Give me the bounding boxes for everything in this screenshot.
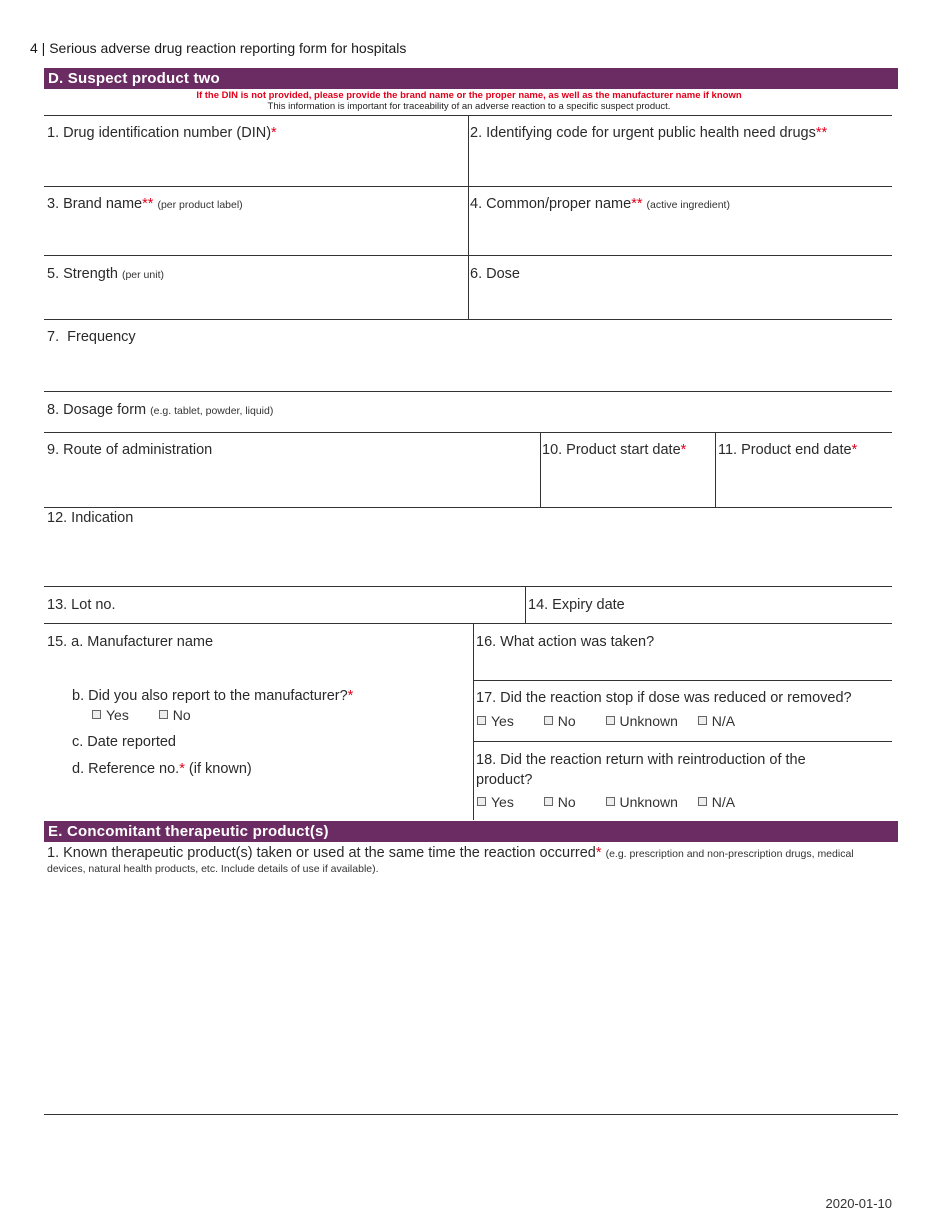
- lot-number-label: 13. Lot no.: [47, 597, 116, 613]
- expiry-date-label: 14. Expiry date: [528, 597, 625, 613]
- page-header: 4 | Serious adverse drug reaction reporting form for hospitals: [30, 40, 407, 56]
- dosage-form-label: 8. Dosage form (e.g. tablet, powder, liquid): [47, 402, 274, 418]
- date-reported-input[interactable]: [190, 732, 470, 752]
- rechallenge-yes-checkbox[interactable]: Yes: [477, 794, 514, 810]
- date-reported-label: c. Date reported: [72, 734, 176, 750]
- dechallenge-na-checkbox[interactable]: N/A: [698, 713, 735, 729]
- reference-number-input[interactable]: [270, 759, 470, 779]
- form-version-date: 2020-01-10: [825, 1196, 892, 1211]
- divider: [473, 741, 892, 742]
- checkbox-icon: [606, 716, 615, 725]
- action-taken-label: 16. What action was taken?: [476, 634, 655, 650]
- checkbox-icon: [477, 716, 486, 725]
- divider: [44, 1114, 898, 1115]
- checkbox-icon: [544, 797, 553, 806]
- brand-name-label: 3. Brand name** (per product label): [47, 196, 243, 212]
- common-name-label: 4. Common/proper name** (active ingredient): [470, 196, 730, 212]
- rechallenge-no-checkbox[interactable]: No: [544, 794, 576, 810]
- concomitant-products-input[interactable]: [44, 880, 898, 1114]
- action-taken-input[interactable]: [474, 624, 892, 680]
- traceability-notice: This information is important for traceability of an adverse reaction to a specific suspect product.: [267, 101, 671, 112]
- divider: [473, 680, 892, 681]
- rechallenge-label-line1: 18. Did the reaction return with reintroduction of the: [476, 752, 806, 768]
- checkbox-icon: [477, 797, 486, 806]
- checkbox-icon: [92, 710, 101, 719]
- checkbox-icon: [159, 710, 168, 719]
- route-label: 9. Route of administration: [47, 442, 213, 458]
- indication-input[interactable]: [44, 508, 892, 586]
- reported-manufacturer-label: b. Did you also report to the manufacturer?*: [72, 688, 354, 704]
- rechallenge-na-checkbox[interactable]: N/A: [698, 794, 735, 810]
- checkbox-icon: [606, 797, 615, 806]
- rechallenge-unknown-checkbox[interactable]: Unknown: [606, 794, 678, 810]
- checkbox-icon: [698, 716, 707, 725]
- frequency-input[interactable]: [44, 320, 892, 391]
- end-date-label: 11. Product end date*: [718, 442, 858, 458]
- frequency-label: 7. Frequency: [47, 329, 136, 345]
- dechallenge-no-checkbox[interactable]: No: [544, 713, 576, 729]
- urgent-code-label: 2. Identifying code for urgent public health need drugs**: [470, 125, 828, 141]
- rechallenge-label-line2: product?: [476, 772, 533, 788]
- checkbox-icon: [698, 797, 707, 806]
- dose-label: 6. Dose: [470, 266, 520, 282]
- section-e-title: E. Concomitant therapeutic product(s): [44, 821, 898, 842]
- dechallenge-unknown-checkbox[interactable]: Unknown: [606, 713, 678, 729]
- dechallenge-label: 17. Did the reaction stop if dose was reduced or removed?: [476, 690, 852, 706]
- manufacturer-name-label: 15. a. Manufacturer name: [47, 634, 214, 650]
- reported-manufacturer-options: [92, 706, 217, 723]
- reported-yes-checkbox[interactable]: Yes: [92, 707, 129, 723]
- reported-no-checkbox[interactable]: No: [159, 707, 191, 723]
- checkbox-icon: [544, 716, 553, 725]
- rechallenge-options: [477, 793, 761, 810]
- din-notice: If the DIN is not provided, please provide the brand name or the proper name, as well as the manufacturer name if known: [196, 90, 742, 101]
- concomitant-products-label: 1. Known therapeutic product(s) taken or used at the same time the reaction occurred* (e.g. prescription and non-prescription drugs, medical devices, natural health products, etc. Include details of use if available).: [47, 845, 854, 875]
- din-label: 1. Drug identification number (DIN)*: [47, 125, 277, 141]
- dechallenge-yes-checkbox[interactable]: Yes: [477, 713, 514, 729]
- reference-number-label: d. Reference no.* (if known): [72, 761, 252, 777]
- manufacturer-name-input[interactable]: [44, 652, 472, 680]
- dechallenge-options: [477, 712, 761, 729]
- indication-label: 12. Indication: [47, 510, 134, 526]
- start-date-label: 10. Product start date*: [542, 442, 687, 458]
- dose-input[interactable]: [469, 256, 892, 319]
- lot-number-input[interactable]: [44, 587, 525, 623]
- strength-label: 5. Strength (per unit): [47, 266, 164, 282]
- section-d-title: D. Suspect product two: [44, 68, 898, 89]
